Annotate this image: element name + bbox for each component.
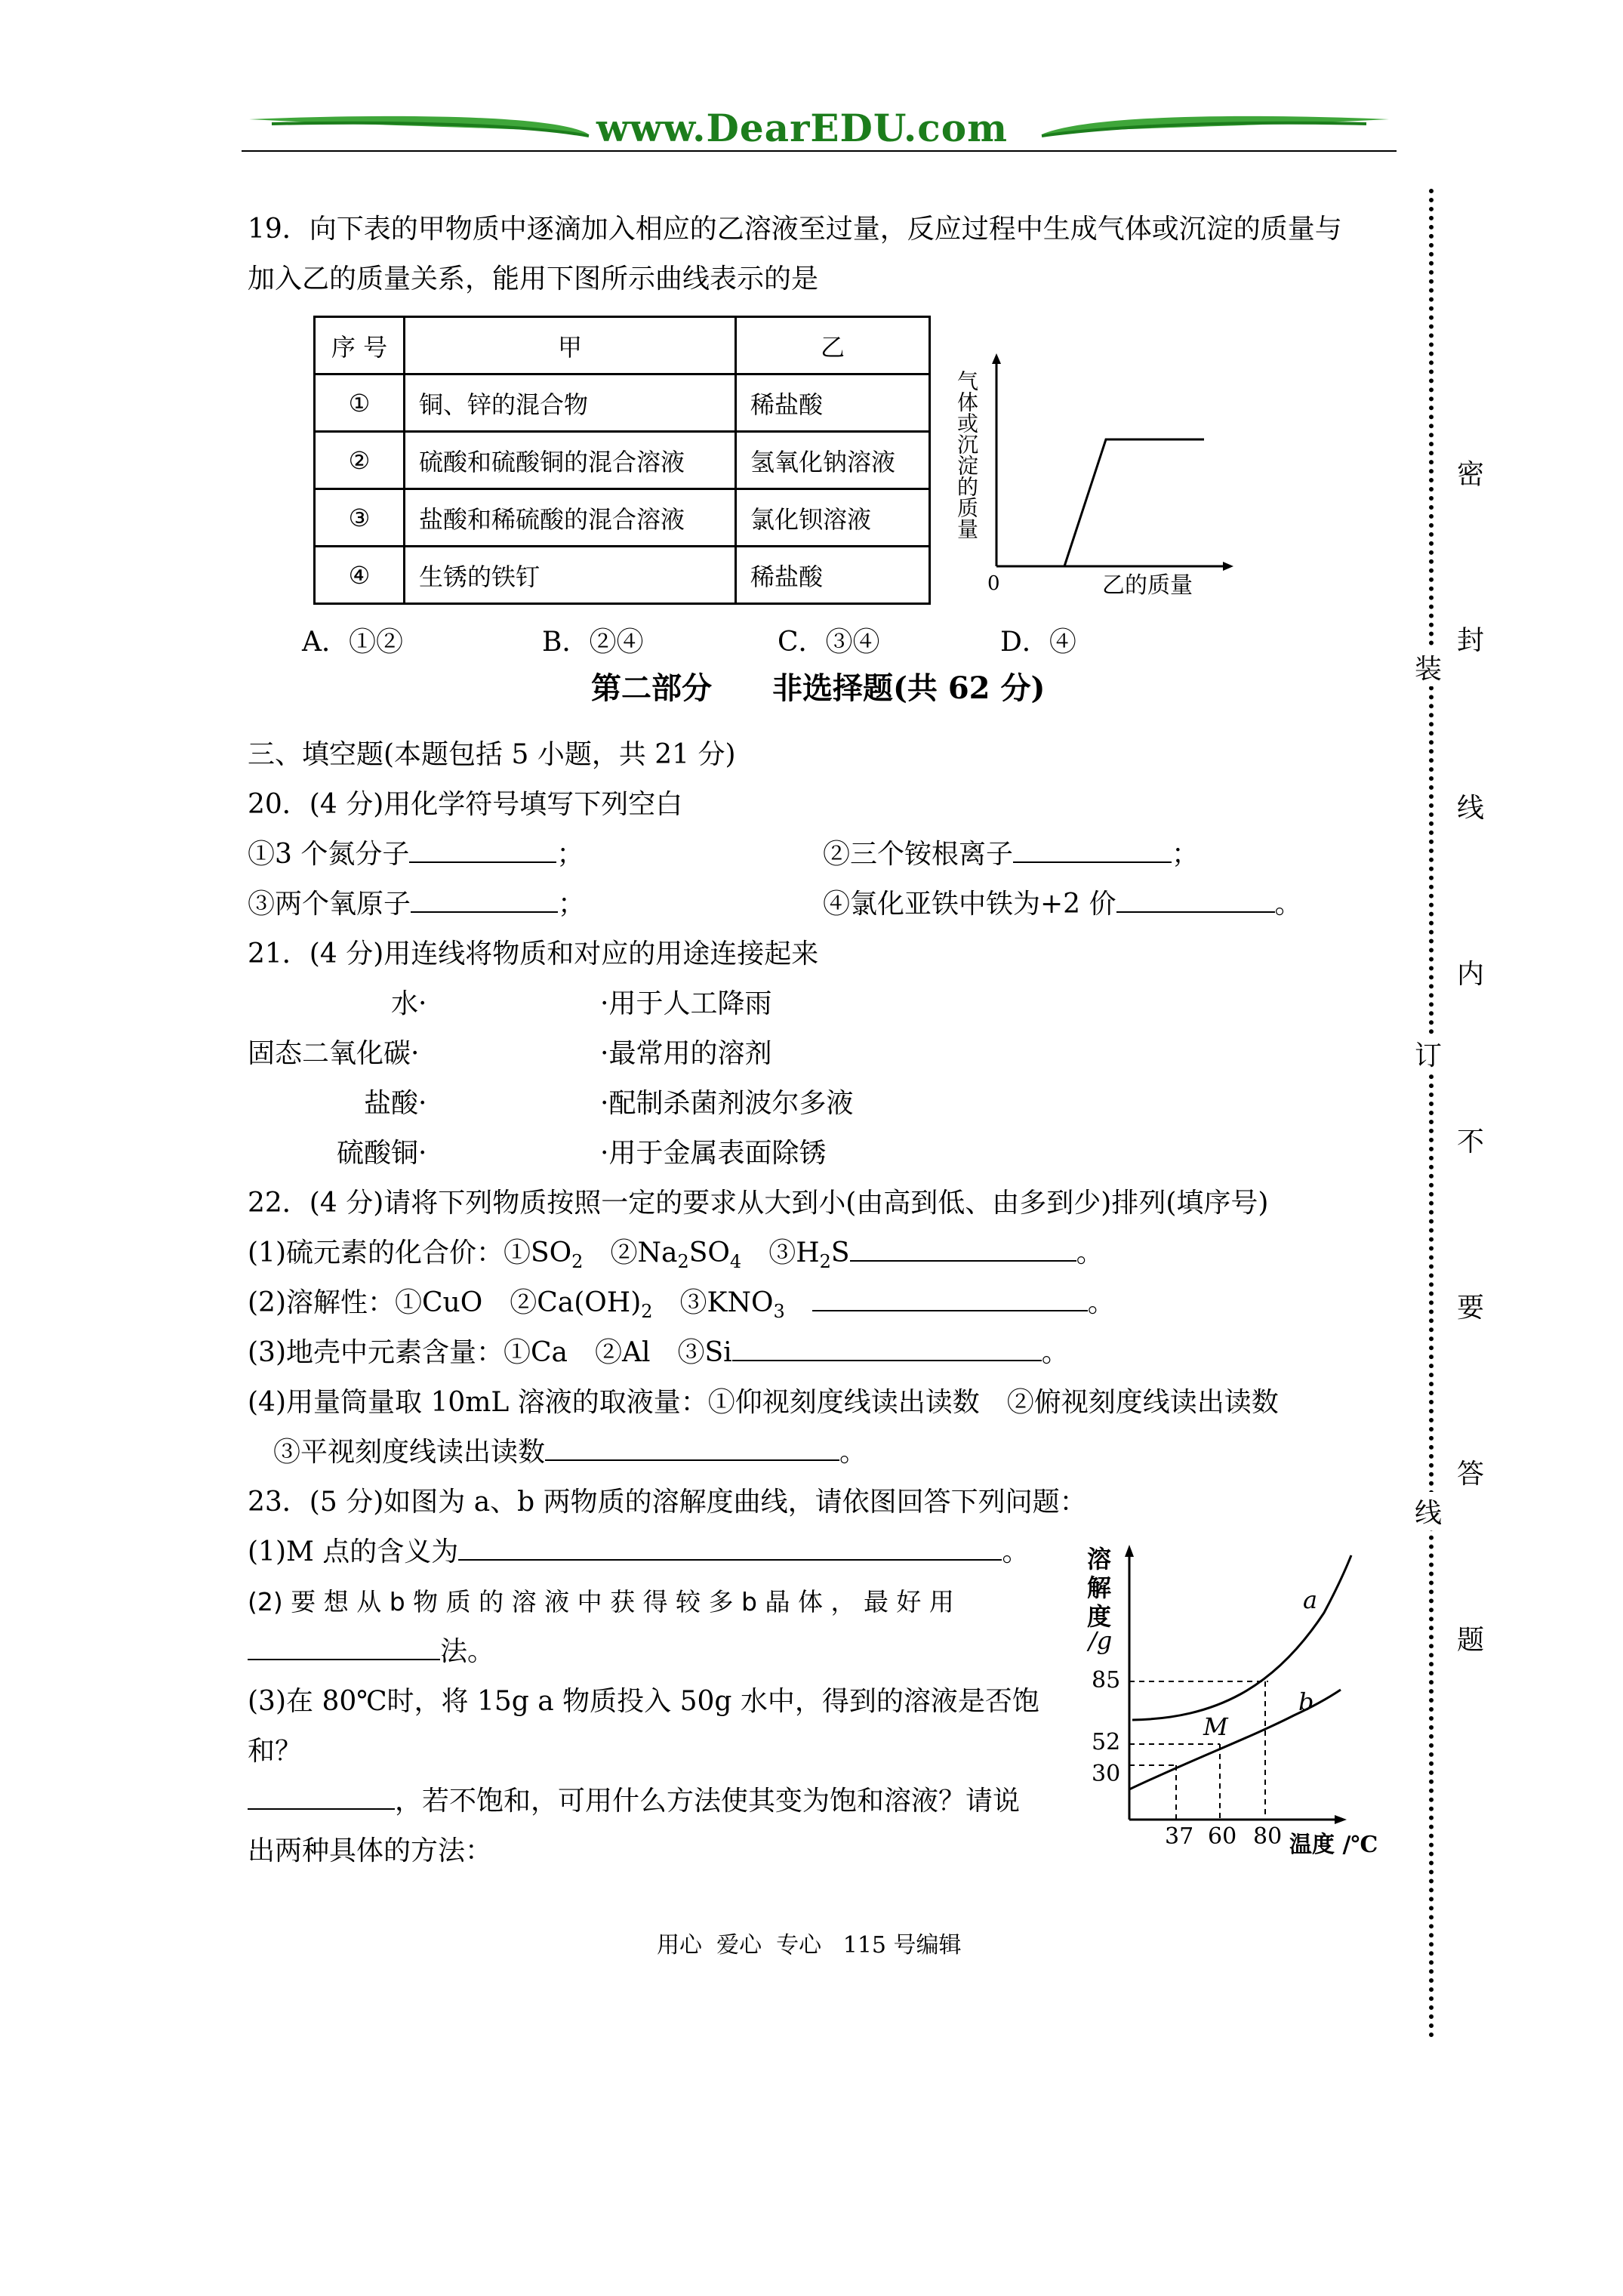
q20-item-2 bbox=[823, 838, 1199, 871]
subscript: 3 bbox=[773, 1301, 785, 1323]
subscript: 4 bbox=[729, 1251, 742, 1273]
q19-option-c: C．③④ bbox=[778, 627, 880, 658]
q21-left-3: 盐酸· bbox=[364, 1088, 427, 1119]
solubility-chart-svg bbox=[1087, 1540, 1404, 1865]
table-header-cell: 乙 bbox=[736, 317, 930, 374]
q19-option-a: A．①② bbox=[302, 627, 403, 658]
q22-part2-text: (2)溶解性：①CuO ②Ca(OH) bbox=[248, 1287, 642, 1318]
q22-part2-text: ③KNO bbox=[679, 1287, 774, 1318]
q21-left-1: 水· bbox=[391, 988, 427, 1019]
answer-blank[interactable] bbox=[732, 1337, 1042, 1361]
subscript: 2 bbox=[571, 1251, 584, 1273]
answer-blank[interactable] bbox=[812, 1287, 1088, 1311]
q21-title: 21．(4 分)用连线将物质和对应的用途连接起来 bbox=[248, 938, 819, 969]
sidebar-char: 要 bbox=[1457, 1293, 1485, 1324]
q23-part3-line4: 出两种具体的方法： bbox=[248, 1835, 493, 1866]
q19-stem-line1: 19．向下表的甲物质中逐滴加入相应的乙溶液至过量，反应过程中生成气体或沉淀的质量与 bbox=[248, 214, 1342, 245]
period: 。 bbox=[1087, 1287, 1115, 1318]
answer-blank[interactable] bbox=[409, 839, 556, 863]
solubility-ylabel-1: 溶 bbox=[1087, 1545, 1112, 1573]
q22-part4-line2 bbox=[273, 1436, 867, 1469]
period: 。 bbox=[1041, 1337, 1069, 1368]
sidebar-char: 密 bbox=[1457, 459, 1485, 490]
solubility-chart bbox=[1087, 1540, 1404, 1865]
part2-title: 第二部分 非选择题(共 62 分) bbox=[591, 670, 1046, 706]
q21-left-4: 硫酸铜· bbox=[337, 1138, 427, 1169]
solubility-ylabel-4: /g bbox=[1089, 1626, 1113, 1655]
sidebar-char: 内 bbox=[1457, 959, 1485, 990]
q20-item-2-text: ②三个铵根离子 bbox=[823, 839, 1014, 870]
q21-right-1: ·用于人工降雨 bbox=[600, 988, 772, 1019]
table-cell: 铜、锌的混合物 bbox=[405, 374, 736, 432]
q19-graph-ylabel: 气体或沉淀的质量 bbox=[954, 370, 979, 539]
q20-item-4-text: ④氯化亚铁中铁为+2 价 bbox=[823, 889, 1116, 920]
table-cell: 稀盐酸 bbox=[736, 547, 930, 604]
q19-table bbox=[313, 316, 931, 605]
q20-sep: 。 bbox=[1274, 889, 1302, 920]
header-banner bbox=[242, 106, 1397, 159]
section3-title: 三、填空题(本题包括 5 小题，共 21 分) bbox=[248, 739, 736, 770]
q19-graph-axes bbox=[944, 347, 1246, 604]
point-label-m: M bbox=[1203, 1712, 1228, 1741]
sidebar-char: 订 bbox=[1415, 1034, 1442, 1073]
q20-item-1-text: ①3 个氮分子 bbox=[248, 839, 410, 870]
q22-part3-text: (3)地壳中元素含量：①Ca ②Al ③Si bbox=[248, 1337, 732, 1368]
table-cell: ② bbox=[315, 432, 405, 489]
table-cell: 生锈的铁钉 bbox=[405, 547, 736, 604]
solubility-ylabel-2: 解 bbox=[1087, 1573, 1112, 1602]
q19-option-d: D．④ bbox=[1000, 627, 1076, 658]
q19-option-b: B．②④ bbox=[542, 627, 644, 658]
answer-blank[interactable] bbox=[850, 1237, 1076, 1262]
q22-part1 bbox=[248, 1237, 1104, 1278]
answer-blank[interactable] bbox=[1013, 839, 1172, 863]
sidebar-char: 不 bbox=[1457, 1126, 1485, 1157]
q22-part4-line1: (4)用量筒量取 10mL 溶液的取液量：①仰视刻度线读出读数 ②俯视刻度线读出读数 bbox=[248, 1387, 1279, 1418]
q23-part1 bbox=[248, 1536, 1029, 1569]
q22-part1-text: ②Na bbox=[610, 1237, 678, 1268]
q20-item-4 bbox=[823, 888, 1302, 921]
q21-right-2: ·最常用的溶剂 bbox=[600, 1038, 772, 1069]
table-cell: 氯化钡溶液 bbox=[736, 489, 930, 547]
q23-part3-text: ，若不饱和，可用什么方法使其变为饱和溶液？请说 bbox=[395, 1786, 1021, 1817]
table-row bbox=[315, 547, 930, 604]
table-row bbox=[315, 432, 930, 489]
q21-right-3: ·配制杀菌剂波尔多液 bbox=[600, 1088, 854, 1119]
table-cell: 盐酸和稀硫酸的混合溶液 bbox=[405, 489, 736, 547]
answer-blank[interactable] bbox=[1116, 889, 1275, 913]
table-header-cell: 序 号 bbox=[315, 317, 405, 374]
period: 。 bbox=[1002, 1536, 1030, 1567]
solubility-xtick-37: 37 bbox=[1165, 1823, 1194, 1850]
q22-part2 bbox=[248, 1287, 1115, 1328]
header-url: www.DearEDU.com bbox=[596, 106, 1009, 150]
curve-label-b: b bbox=[1298, 1687, 1314, 1716]
q19-stem-line2: 加入乙的质量关系，能用下图所示曲线表示的是 bbox=[248, 264, 819, 294]
table-header-row bbox=[315, 317, 930, 374]
q20-sep: ； bbox=[556, 839, 584, 870]
table-cell: ① bbox=[315, 374, 405, 432]
sidebar-char: 答 bbox=[1457, 1459, 1485, 1490]
answer-blank[interactable] bbox=[248, 1786, 395, 1810]
subscript: 2 bbox=[641, 1301, 653, 1323]
curve-label-a: a bbox=[1303, 1586, 1318, 1614]
q20-item-1 bbox=[248, 838, 584, 871]
q19-graph-xlabel: 乙的质量 bbox=[1102, 572, 1193, 599]
q20-sep: ； bbox=[1172, 839, 1200, 870]
answer-blank[interactable] bbox=[545, 1437, 839, 1461]
table-row bbox=[315, 489, 930, 547]
solubility-xtick-80: 80 bbox=[1253, 1823, 1283, 1850]
table-cell: ③ bbox=[315, 489, 405, 547]
q19-graph bbox=[944, 347, 1246, 604]
q22-part1-text: SO bbox=[688, 1237, 730, 1268]
sidebar-char: 题 bbox=[1457, 1625, 1485, 1656]
answer-blank[interactable] bbox=[458, 1536, 1002, 1561]
q22-part4-text: ③平视刻度线读出读数 bbox=[273, 1437, 546, 1468]
subscript: 2 bbox=[677, 1251, 689, 1273]
q23-title: 23．(5 分)如图为 a、b 两物质的溶解度曲线，请依图回答下列问题： bbox=[248, 1487, 1087, 1518]
sidebar-char: 线 bbox=[1415, 1492, 1442, 1530]
binding-dotted-line bbox=[1429, 189, 1434, 2039]
solubility-ytick-30: 30 bbox=[1092, 1761, 1121, 1787]
q22-part1-text: S bbox=[830, 1237, 850, 1268]
q23-part2-text: 法。 bbox=[440, 1636, 495, 1667]
q23-part2-line1: (2) 要 想 从 b 物 质 的 溶 液 中 获 得 较 多 b 晶 体 ， 最 好 用 bbox=[248, 1587, 954, 1616]
subscript: 2 bbox=[819, 1251, 831, 1273]
solubility-ytick-52: 52 bbox=[1092, 1729, 1121, 1755]
period: 。 bbox=[839, 1437, 867, 1468]
table-cell: 氢氧化钠溶液 bbox=[736, 432, 930, 489]
table-row bbox=[315, 374, 930, 432]
q23-part3-line2: 和？ bbox=[248, 1736, 303, 1767]
q22-part3 bbox=[248, 1336, 1069, 1370]
table-cell: 硫酸和硫酸铜的混合溶液 bbox=[405, 432, 736, 489]
period: 。 bbox=[1076, 1237, 1104, 1268]
q22-part1-text: (1)硫元素的化合价：①SO bbox=[248, 1237, 572, 1268]
table-cell: ④ bbox=[315, 547, 405, 604]
solubility-ylabel-3: 度 bbox=[1087, 1602, 1112, 1631]
q21-right-4: ·用于金属表面除锈 bbox=[600, 1138, 827, 1169]
q20-item-3 bbox=[248, 888, 585, 921]
table-cell: 稀盐酸 bbox=[736, 374, 930, 432]
table-header-cell: 甲 bbox=[405, 317, 736, 374]
q23-part2-line2 bbox=[248, 1635, 494, 1669]
q23-part1-text: (1)M 点的含义为 bbox=[248, 1536, 459, 1567]
sidebar-char: 装 bbox=[1415, 648, 1442, 686]
q22-title: 22．(4 分)请将下列物质按照一定的要求从大到小(由高到低、由多到少)排列(填序号) bbox=[248, 1188, 1269, 1219]
sidebar-char: 封 bbox=[1457, 625, 1485, 656]
solubility-ytick-85: 85 bbox=[1092, 1667, 1121, 1693]
q23-part3-line1: (3)在 80℃时，将 15g a 物质投入 50g 水中，得到的溶液是否饱 bbox=[248, 1686, 1039, 1717]
q23-part3-line3 bbox=[248, 1785, 1020, 1818]
answer-blank[interactable] bbox=[248, 1636, 440, 1660]
page-footer: 用心 爱心 专心 115 号编辑 bbox=[657, 1932, 962, 1959]
answer-blank[interactable] bbox=[411, 889, 558, 913]
q20-item-3-text: ③两个氧原子 bbox=[248, 889, 411, 920]
q21-left-2: 固态二氧化碳· bbox=[248, 1038, 420, 1069]
q19-graph-origin: 0 bbox=[987, 572, 1000, 595]
q22-part1-text: ③H bbox=[768, 1237, 820, 1268]
q20-title: 20．(4 分)用化学符号填写下列空白 bbox=[248, 789, 683, 820]
solubility-xlabel: 温度 /℃ bbox=[1289, 1832, 1378, 1858]
sidebar-char: 线 bbox=[1457, 793, 1485, 824]
solubility-xtick-60: 60 bbox=[1208, 1823, 1237, 1850]
q20-sep: ； bbox=[558, 889, 586, 920]
